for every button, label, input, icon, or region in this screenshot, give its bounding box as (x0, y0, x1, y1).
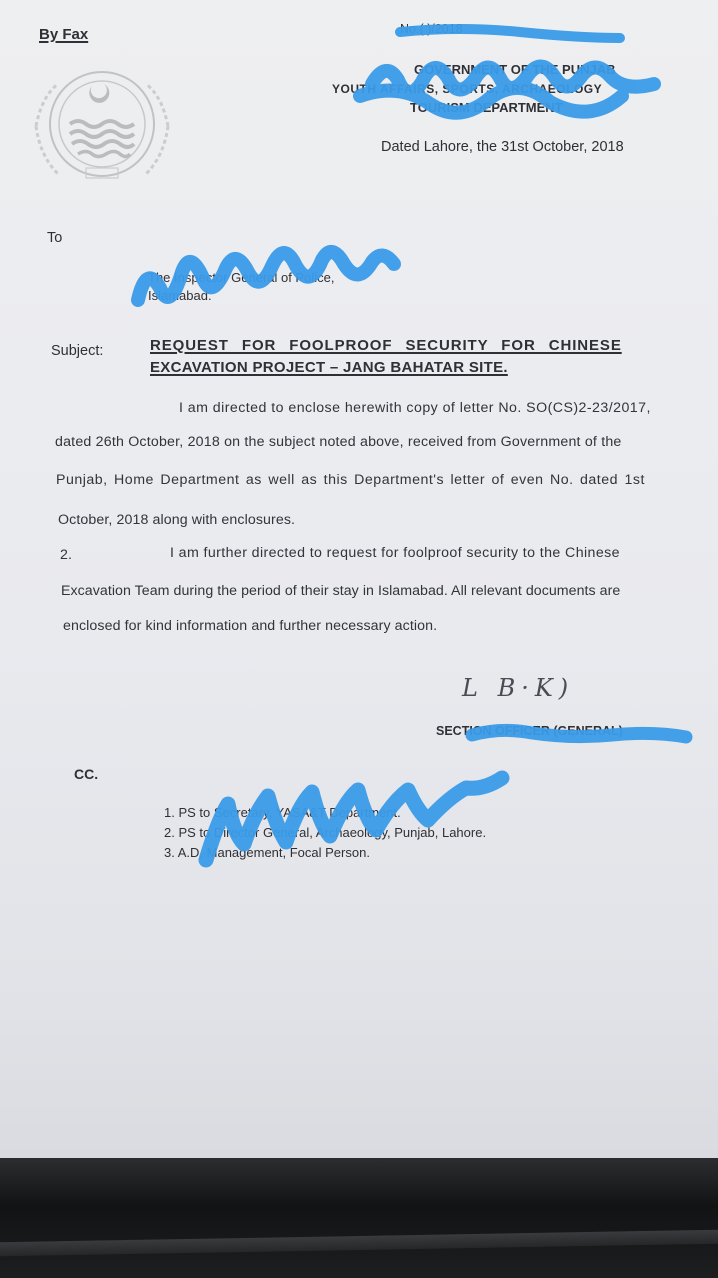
department-line-2: TOURISM DEPARTMENT (410, 100, 563, 115)
government-line: GOVERNMENT OF THE PUNJAB (414, 62, 616, 77)
cc-label: CC. (74, 766, 99, 782)
handwritten-initials: L B·K) (462, 674, 575, 702)
redaction-letter-number (400, 29, 620, 38)
paragraph-1-line-3: Punjab, Home Department as well as this Department's letter of even No. dated 1st (56, 472, 645, 488)
date-line: Dated Lahore, the 31st October, 2018 (381, 139, 624, 155)
desk-background (0, 1158, 718, 1278)
paragraph-2-line-3: enclosed for kind information and further necessary action. (63, 618, 438, 634)
cc-item: 2. PS to Director General, Archaeology, Punjab, Lahore. (164, 825, 487, 840)
to-label: To (47, 230, 63, 246)
cc-item: 1. PS to Secretary, YASA&T Department. (164, 805, 401, 820)
paragraph-2-number: 2. (60, 547, 73, 563)
redaction-header (360, 66, 654, 112)
department-line-1: YOUTH AFFAIRS, SPORTS, ARCHAEOLOGY (332, 82, 603, 96)
subject-label: Subject: (51, 343, 104, 359)
redaction-cc (206, 778, 502, 860)
paragraph-1-line-4: October, 2018 along with enclosures. (58, 512, 296, 528)
subject-line-2: EXCAVATION PROJECT – JANG BAHATAR SITE. (150, 359, 508, 376)
paragraph-2-line-2: Excavation Team during the period of their stay in Islamabad. All relevant documents are (61, 583, 621, 599)
subject-line-1: REQUEST FOR FOOLPROOF SECURITY FOR CHINESE (150, 337, 622, 354)
paragraph-2-line-1: I am further directed to request for foolproof security to the Chinese (170, 545, 620, 561)
letter-number: No.( )/2018 (400, 22, 463, 36)
recipient-line-2: Islamabad. (148, 288, 212, 303)
by-fax-label: By Fax (39, 26, 89, 43)
paragraph-1-line-1: I am directed to enclose herewith copy of letter No. SO(CS)2-23/2017, (179, 400, 651, 416)
paragraph-1-line-2: dated 26th October, 2018 on the subject noted above, received from Government of the (55, 434, 622, 450)
redaction-recipient (138, 252, 394, 300)
redaction-signatory (472, 730, 686, 737)
recipient-line-1: The Inspector General of Police, (148, 270, 335, 285)
signatory-designation: SECTION OFFICER (GENERAL) (436, 724, 623, 738)
cc-item: 3. A.D, Management, Focal Person. (164, 845, 370, 860)
